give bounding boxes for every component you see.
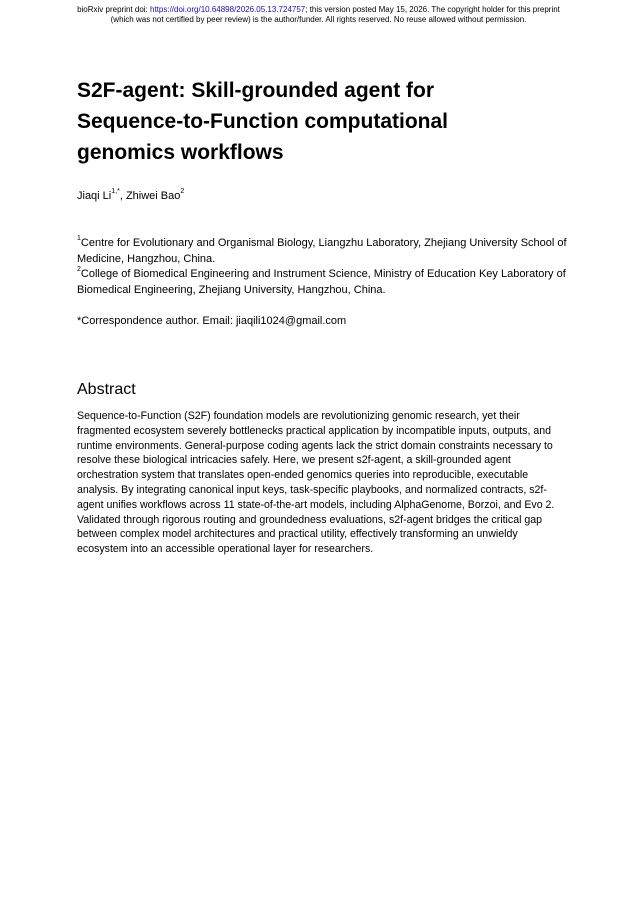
- preprint-notice-line2: (which was not certified by peer review) is the author/funder. All rights reserved. No reuse allowed without permission.: [110, 15, 527, 24]
- paper-title-line-1: S2F-agent: Skill-grounded agent for: [77, 79, 435, 102]
- author-name: Zhiwei Bao: [125, 190, 181, 202]
- paper-title-line-2: Sequence-to-Function computational: [77, 110, 448, 133]
- affiliation-2: [77, 266, 567, 298]
- author-separator: ,: [119, 190, 126, 202]
- author-list: [77, 189, 184, 203]
- affiliation-text: College of Biomedical Engineering and Instrument Science, Ministry of Education Key Laboratory of Biomedical Engineering, Zhejiang University, Hangzhou, China.: [77, 268, 566, 296]
- correspondence-note: *Correspondence author. Email: jiaqili1024@gmail.com: [77, 315, 347, 327]
- affiliation-marker: 1: [77, 235, 81, 243]
- paper-title: [77, 75, 557, 168]
- author-name: Jiaqi Li: [77, 190, 112, 202]
- affiliation-marker: 2: [77, 266, 81, 274]
- preprint-notice-suffix: ; this version posted May 15, 2026. The copyright holder for this preprint: [305, 5, 560, 14]
- preprint-notice: [0, 5, 637, 25]
- doi-link[interactable]: https://doi.org/10.64898/2026.05.13.724757: [150, 5, 306, 14]
- preprint-notice-prefix: bioRxiv preprint doi:: [77, 5, 150, 14]
- affiliation-1: [77, 235, 567, 267]
- author-affiliation-marker: 2: [180, 188, 185, 196]
- abstract-text: Sequence-to-Function (S2F) foundation models are revolutionizing genomic research, yet their fragmented ecosystem severely bottlenecks practical application by incompatible inputs, outputs, and runtime environments. General-purpose coding agents lack the strict domain constraints necessary to resolve these biological intricacies safely. Here, we present s2f-agent, a skill-grounded agent orchestration system that translates open-ended genomics queries into reproducible, executable analysis. By integrating canonical input keys, task-specific playbooks, and normalized contracts, s2f-agent unifies workflows across 11 state-of-the-art models, including AlphaGenome, Borzoi, and Evo 2. Validated through rigorous routing and groundedness evaluations, s2f-agent bridges the critical gap between complex model architectures and practical utility, effectively transforming an unwieldy ecosystem into an accessible operational layer for researchers.: [77, 410, 555, 556]
- author-affiliation-marker: 1,*: [111, 188, 120, 196]
- preprint-notice-line1: [0, 5, 637, 15]
- paper-title-line-3: genomics workflows: [77, 141, 284, 164]
- abstract-heading: Abstract: [77, 381, 136, 398]
- affiliation-text: Centre for Evolutionary and Organismal Biology, Liangzhu Laboratory, Zhejiang University School of Medicine, Hangzhou, China.: [77, 237, 567, 265]
